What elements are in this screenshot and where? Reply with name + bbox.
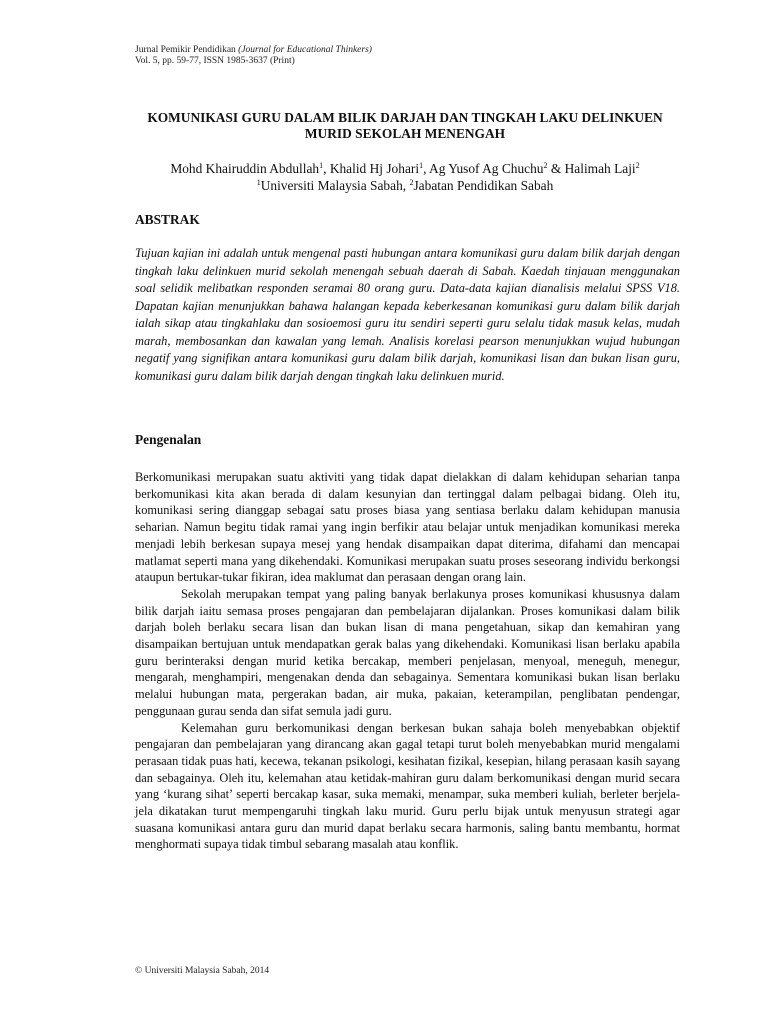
author-list	[120, 160, 690, 177]
journal-line	[135, 45, 372, 56]
body-paragraph: Sekolah merupakan tempat yang paling banyak berlakunya proses komunikasi khususnya dalam bilik darjah iaitu semasa proses pengajaran dan pembelajaran dijalankan. Proses komunikasi dalam bilik darjah boleh berlaku secara lisan dan bukan lisan di mana pengetahuan, sikap dan kemahiran yang disampaikan bertujuan untuk mendapatkan gerak balas yang dikehendaki. Komunikasi lisan berlaku apabila guru berinteraksi dengan murid ketika bercakap, memberi penjelasan, menyoal, meneguh, menegur, mengarah, menghampiri, mengenakan denda dan sebagainya. Sementara komunikasi bukan lisan berlaku melalui hubungan mata, pergerakan badan, air muka, pakaian, keterampilan, penglibatan pendengar, penggunaan gurau senda dan sifat semula jadi guru.	[135, 586, 680, 718]
affiliation: Universiti Malaysia Sabah	[260, 178, 403, 193]
affiliation-list	[120, 177, 690, 194]
abstract-text: Tujuan kajian ini adalah untuk mengenal pasti hubungan antara komunikasi guru dalam bilik darjah dengan tingkah laku delinkuen murid sekolah menengah sebuah daerah di Sabah. Kaedah tinjauan menggunakan soal selidik melibatkan responden seramai 80 orang guru. Data-data kajian dianalisis melalui SPSS V18. Dapatan kajian menunjukkan bahawa halangan kepada keberkesanan komunikasi guru dalam bilik darjah ialah sikap atau tingkahlaku dan sosioemosi guru itu sendiri seperti guru selalu tidak masuk kelas, mudah marah, membosankan dan kawalan yang lemah. Analisis korelasi pearson menunjukkan wujud hubungan negatif yang signifikan antara komunikasi guru dalam bilik darjah, komunikasi lisan dan bukan lisan guru, komunikasi guru dalam bilik darjah dengan tingkah laku delinkuen murid.	[135, 246, 680, 383]
author-block	[120, 160, 690, 194]
body-paragraph: Berkomunikasi merupakan suatu aktiviti yang tidak dapat dielakkan di dalam kehidupan seharian tanpa berkomunikasi kita akan berada di dalam kesunyian dan tertinggal dalam pelbagai bidang. Oleh itu, komunikasi sering dianggap sebagai satu proses biasa yang sentiasa berlaku dalam kehidupan manusia seharian. Namun begitu tidak ramai yang ingin berfikir atau belajar untuk menjadikan komunikasi mereka menjadi lebih berkesan supaya mesej yang hendak disampaikan dapat diterima, difahami dan mencapai matlamat seperti mana yang dikehendaki. Komunikasi merupakan suatu proses seseorang individu berkongsi ataupun bertukar-tukar fikiran, idea maklumat dan perasaan dengan orang lain.	[135, 470, 680, 585]
author: Khalid Hj Johari	[329, 161, 420, 176]
author-sup: 1	[419, 161, 424, 170]
introduction-body	[135, 469, 680, 853]
copyright-footer: © Universiti Malaysia Sabah, 2014	[135, 966, 270, 976]
paper-title	[120, 110, 690, 141]
abstract-heading: ABSTRAK	[135, 212, 200, 227]
author: Mohd Khairuddin Abdullah	[170, 161, 320, 176]
author-sup: 2	[635, 161, 640, 170]
affiliation-sep: ,	[402, 178, 410, 193]
author-sep: ,	[323, 161, 330, 176]
volume-info: Vol. 5, pp. 59-77, ISSN 1985-3637 (Print)	[135, 56, 295, 66]
journal-name-en: (Journal for Educational Thinkers)	[238, 45, 372, 55]
journal-name: Jurnal Pemikir Pendidikan	[135, 45, 236, 55]
author-sup: 1	[319, 161, 324, 170]
body-paragraph: Kelemahan guru berkomunikasi dengan berkesan bukan sahaja boleh menyebabkan objektif pengajaran dan pembelajaran yang dirancang akan gagal tetapi turut boleh menyebabkan murid mengalami perasaan tidak puas hati, kecewa, tekanan psikologi, kesihatan fizikal, kesepian, hilang perasaan kasih sayang dan sebagainya. Oleh itu, kelemahan atau ketidak-mahiran guru dalam berkomunikasi dengan murid secara yang ‘kurang sihat’ seperti bercakap kasar, suka memaki, menampar, suka memberi kuliah, berleter berjela-jela dikatakan turut mempengaruhi tingkah laku murid. Guru perlu bijak untuk menyusun strategi agar suasana komunikasi antara guru dan murid dapat berlaku secara harmonis, saling bantu membantu, hormat menghormati supaya tidak timbul sebarang masalah atau konflik.	[135, 720, 680, 852]
affiliation: Jabatan Pendidikan Sabah	[413, 178, 554, 193]
running-header	[135, 45, 372, 67]
introduction-heading: Pengenalan	[135, 432, 202, 447]
affiliation-sup: 1	[256, 178, 261, 187]
author-sep: &	[547, 161, 565, 176]
author: Ag Yusof Ag Chuchu	[429, 161, 544, 176]
author-sup: 2	[543, 161, 548, 170]
author-sep: ,	[423, 161, 430, 176]
title-line-1: KOMUNIKASI GURU DALAM BILIK DARJAH DAN TINGKAH LAKU DELINKUEN	[147, 110, 663, 125]
affiliation-sup: 2	[409, 178, 414, 187]
author: Halimah Laji	[564, 161, 636, 176]
title-line-2: MURID SEKOLAH MENENGAH	[304, 125, 506, 141]
